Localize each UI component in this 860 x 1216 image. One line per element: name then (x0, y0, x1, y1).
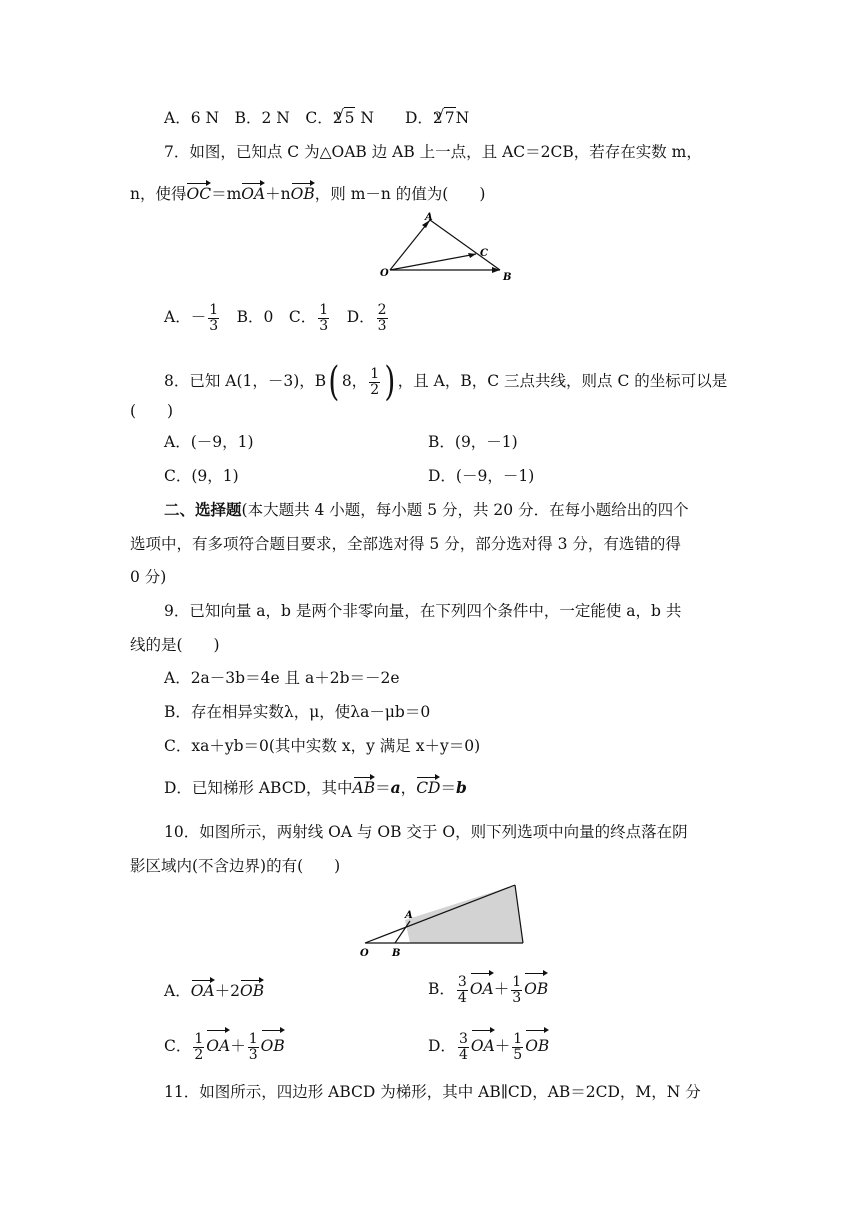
label-a: A (405, 910, 413, 921)
section2-line2: 选项中，有多项符合题目要求，全部选对得 5 分，部分选对得 3 分，有选错的得 (130, 535, 681, 553)
shaded-region (405, 885, 523, 943)
q7-options: A．－ $\frac{1}{3}$ B．0 C． $\frac{1}{3}$ D． $\frac{2}{3}$ (164, 301, 387, 334)
section2-line1: 二、选择题(本大题共 4 小题，每小题 5 分，共 20 分．在每小题给出的四个 (164, 500, 689, 519)
triangle-oab-figure (370, 210, 520, 285)
q11-line1: 11．如图所示，四边形 ABCD 为梯形，其中 AB∥CD，AB＝2CD，M，N 分 (164, 1083, 701, 1101)
q10-line2: 影区域内(不含边界)的有( ) (130, 857, 341, 875)
label-o: O (380, 268, 389, 279)
q6-options: A．6 N B．2 N C．2√ 5 N D．2√ 7N (164, 107, 469, 128)
label-a: A (425, 212, 433, 223)
q10-opt-d: D． $\frac{3}{4}$ OA＋ $\frac{1}{5}$ OB (428, 1030, 550, 1063)
edge-oa (390, 220, 430, 270)
q8-opt-c: C．(9，1) (164, 467, 239, 485)
q10-opt-a: A．OA＋2OB (164, 982, 265, 1000)
arrow-b (492, 267, 500, 273)
label-b: B (392, 948, 401, 959)
edge-ab (430, 220, 500, 270)
label-c: C (480, 248, 488, 259)
q7-line1: 7．如图，已知点 C 为△OAB 边 AB 上一点，且 AC＝2CB，若存在实数 m， (164, 143, 702, 161)
q7-line2: n，使得OC＝mOA＋nOB，则 m－n 的值为( ) (130, 185, 486, 203)
section2-line3: 0 分) (130, 568, 167, 586)
vector-oc (390, 254, 476, 270)
q9-opt-c: C．xa＋yb＝0(其中实数 x，y 满足 x＋y＝0) (164, 737, 481, 755)
q9-line2: 线的是( ) (130, 636, 220, 654)
q8-line1: 8．已知 A(1，－3)，B( 8， $\frac{1}{2}$ ) ，且 A，B，C 三点共线，则点 C 的坐标可以是 (164, 359, 728, 405)
rays-shaded-figure (355, 880, 535, 960)
label-o: O (360, 948, 369, 959)
label-b: B (503, 272, 512, 283)
q9-opt-d: D．已知梯形 ABCD，其中AB＝a，CD＝b (164, 778, 467, 797)
q10-opt-c: C． $\frac{1}{2}$ OA＋ $\frac{1}{3}$ OB (164, 1030, 285, 1063)
q9-line1: 9．已知向量 a，b 是两个非零向量，在下列四个条件中，一定能使 a，b 共 (164, 602, 682, 620)
q8-opt-b: B．(9，－1) (428, 433, 518, 451)
q10-line1: 10．如图所示，两射线 OA 与 OB 交于 O，则下列选项中向量的终点落在阴 (164, 823, 688, 841)
q9-opt-a: A．2a－3b＝4e 且 a＋2b＝－2e (164, 669, 400, 687)
q8-opt-a: A．(－9，1) (164, 433, 254, 451)
q8-opt-d: D．(－9，－1) (428, 467, 535, 485)
q9-opt-b: B．存在相异实数λ，μ，使λa－μb＝0 (164, 703, 431, 721)
q8-paren: ( ) (130, 402, 174, 420)
q10-opt-b: B． $\frac{3}{4}$ OA＋ $\frac{1}{3}$ OB (428, 973, 549, 1006)
